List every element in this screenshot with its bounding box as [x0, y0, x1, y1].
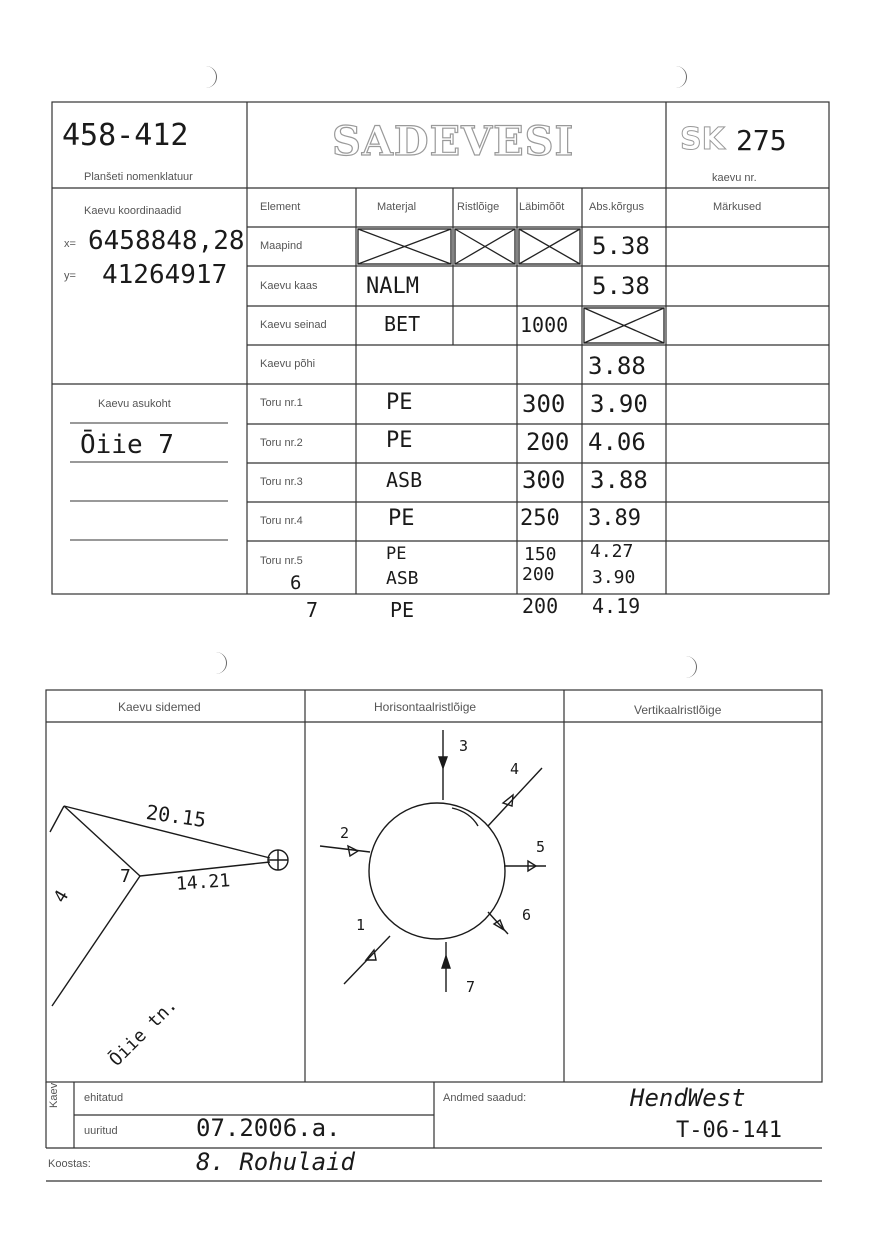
y-value: 41264917 — [102, 260, 228, 290]
row-diameter: 200 — [526, 428, 570, 456]
distance-a: 20.15 — [144, 799, 208, 833]
row-height: 4.06 — [588, 428, 646, 456]
compiled-label: Koostas: — [48, 1158, 91, 1170]
row-material: BET — [384, 312, 421, 336]
compiled-value: 8. Rohulaid — [196, 1148, 355, 1176]
row-element: Toru nr.5 — [260, 555, 303, 567]
col-cross-section: Ristlõige — [457, 201, 500, 213]
row-height: 5.38 — [592, 232, 650, 260]
location-value: Ōiie 7 — [80, 430, 174, 460]
row-diameter: 1000 — [520, 313, 569, 337]
pipe-label: 5 — [536, 838, 546, 856]
side-label: 4 — [49, 886, 74, 907]
surveyed-label: uuritud — [84, 1125, 118, 1137]
row-material: PE — [386, 390, 413, 415]
row-diameter: 150 — [524, 544, 557, 565]
location-sketch — [50, 806, 288, 1006]
x-label: x= — [64, 238, 76, 250]
nomenclature-label: Planšeti nomenklatuur — [84, 171, 193, 183]
data-received-label: Andmed saadud: — [443, 1092, 527, 1104]
row-diameter: 200 — [522, 594, 559, 618]
row-element: Kaevu põhi — [260, 358, 316, 370]
col-horizontal-section: Horisontaalristlõige — [374, 700, 477, 714]
col-remarks: Märkused — [713, 201, 762, 213]
x-value: 6458848,28 — [88, 226, 245, 256]
coords-label: Kaevu koordinaadid — [84, 205, 182, 217]
row-height: 3.89 — [588, 506, 641, 531]
pipe-label: 3 — [459, 737, 469, 755]
data-received-value: HendWest — [630, 1084, 746, 1112]
col-diameter: Läbimõõt — [519, 201, 565, 213]
row-element: Toru nr.2 — [260, 437, 303, 449]
row-element: Maapind — [260, 240, 303, 252]
row-diameter: 200 — [522, 564, 555, 585]
street-label: Ōiie tn. — [105, 994, 182, 1071]
well-no-value: 275 — [736, 124, 787, 157]
row-height: 3.90 — [592, 567, 636, 588]
surveyed-value: 07.2006.a. — [196, 1114, 341, 1142]
row-diameter: 300 — [522, 390, 566, 418]
row-diameter: 300 — [522, 466, 566, 494]
col-abs-height: Abs.kõrgus — [589, 201, 645, 213]
y-label: y= — [64, 270, 76, 282]
col-vertical-section: Vertikaalristlõige — [634, 703, 722, 717]
row-number: 6 — [290, 572, 302, 594]
row-element: Toru nr.1 — [260, 397, 303, 409]
row-material: PE — [386, 544, 407, 564]
pipe-label: 6 — [522, 906, 532, 924]
row-element: Kaevu seinad — [260, 319, 327, 331]
well-no-prefix: SK — [680, 122, 725, 157]
built-label: ehitatud — [84, 1092, 124, 1104]
row-material: ASB — [386, 468, 423, 492]
col-element: Element — [260, 201, 301, 213]
row-diameter: 250 — [520, 506, 560, 531]
row-material: PE — [390, 598, 415, 622]
row-element: Kaevu kaas — [260, 280, 318, 292]
col-material: Materjal — [377, 201, 417, 213]
row-height: 4.27 — [590, 541, 634, 562]
pipe-label: 7 — [466, 978, 476, 996]
sheet-title: SADEVESI — [332, 118, 575, 165]
location-label: Kaevu asukoht — [98, 398, 171, 410]
row-height: 4.19 — [592, 594, 641, 618]
row-height: 3.88 — [590, 466, 648, 494]
nomenclature-value: 458-412 — [62, 118, 189, 153]
row-element: Toru nr.4 — [260, 515, 303, 527]
row-height: 5.38 — [592, 272, 650, 300]
row-number: 7 — [306, 598, 319, 622]
pipe-label: 1 — [356, 916, 366, 934]
row-material: ASB — [386, 568, 419, 589]
data-received-code: T-06-141 — [676, 1118, 782, 1143]
pipe-label: 2 — [340, 824, 350, 842]
row-material: PE — [386, 428, 413, 453]
row-height: 3.88 — [588, 352, 646, 380]
distance-b: 14.21 — [175, 870, 231, 895]
well-no-label: kaevu nr. — [712, 172, 757, 184]
point-label: 7 — [120, 866, 131, 887]
footer-side-label: Kaev — [48, 1082, 60, 1108]
row-height: 3.90 — [590, 390, 648, 418]
pipe-label: 4 — [510, 760, 520, 778]
row-material: NALM — [366, 274, 419, 299]
row-element: Toru nr.3 — [260, 476, 303, 488]
row-material: PE — [388, 506, 415, 531]
col-well-links: Kaevu sidemed — [118, 700, 201, 714]
